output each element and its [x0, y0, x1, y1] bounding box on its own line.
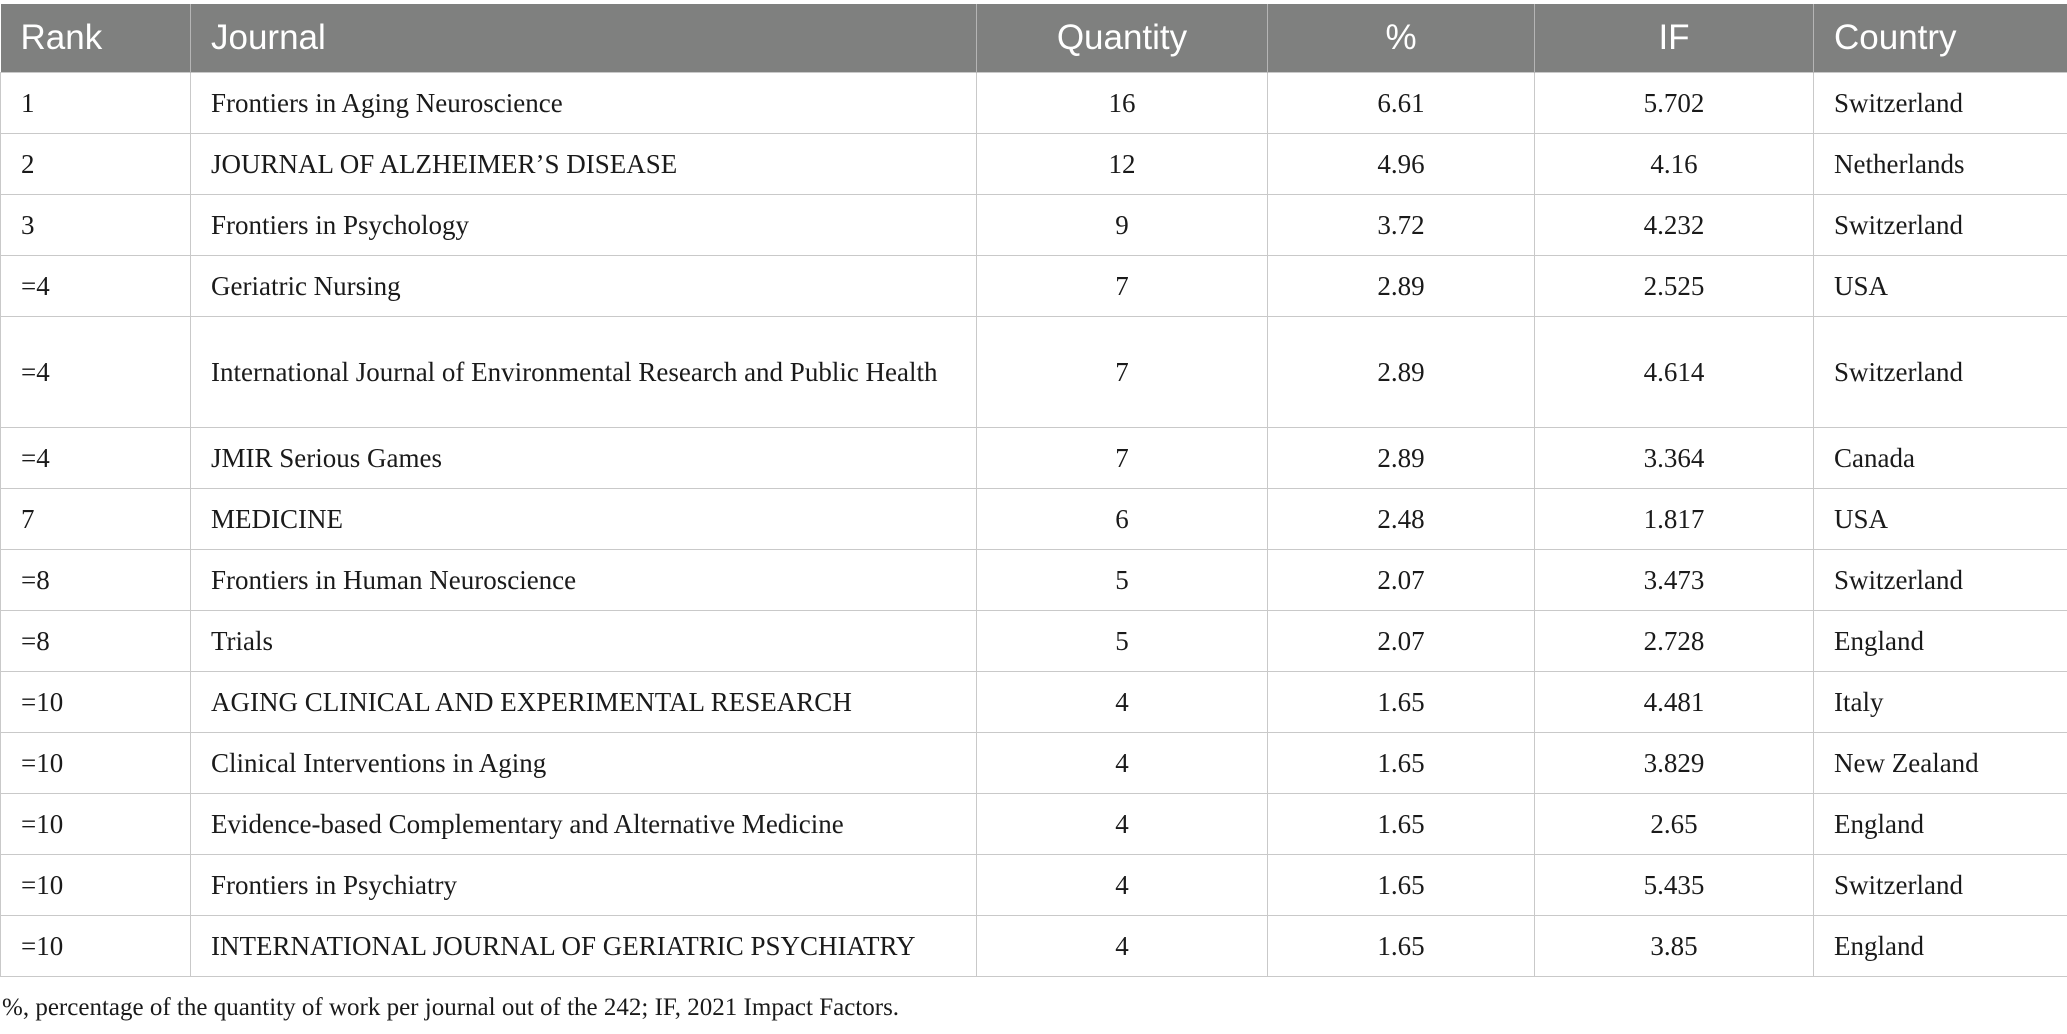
header-percent: % — [1268, 4, 1535, 73]
cell-country: Switzerland — [1814, 317, 2067, 428]
cell-journal: Frontiers in Aging Neuroscience — [191, 73, 977, 134]
cell-rank: 3 — [1, 195, 191, 256]
table-row — [1, 317, 2067, 428]
cell-percent: 2.89 — [1268, 256, 1535, 317]
cell-quantity: 7 — [977, 256, 1268, 317]
header-if: IF — [1535, 4, 1814, 73]
cell-journal: JOURNAL OF ALZHEIMER’S DISEASE — [191, 134, 977, 195]
cell-percent: 2.07 — [1268, 550, 1535, 611]
cell-journal: AGING CLINICAL AND EXPERIMENTAL RESEARCH — [191, 672, 977, 733]
cell-country: Switzerland — [1814, 550, 2067, 611]
cell-rank: 1 — [1, 73, 191, 134]
table-row — [1, 428, 2067, 489]
cell-journal: Trials — [191, 611, 977, 672]
cell-rank: =4 — [1, 428, 191, 489]
cell-rank: =4 — [1, 317, 191, 428]
cell-country: Switzerland — [1814, 73, 2067, 134]
cell-percent: 1.65 — [1268, 672, 1535, 733]
cell-percent: 3.72 — [1268, 195, 1535, 256]
cell-journal: Geriatric Nursing — [191, 256, 977, 317]
cell-country: Italy — [1814, 672, 2067, 733]
cell-journal: Evidence-based Complementary and Alternative Medicine — [191, 794, 977, 855]
cell-country: Switzerland — [1814, 855, 2067, 916]
cell-journal: Frontiers in Human Neuroscience — [191, 550, 977, 611]
cell-quantity: 12 — [977, 134, 1268, 195]
cell-if: 2.65 — [1535, 794, 1814, 855]
table-footnote: %, percentage of the quantity of work per journal out of the 242; IF, 2021 Impact Factors. — [2, 994, 900, 1021]
header-country: Country — [1814, 4, 2067, 73]
cell-country: England — [1814, 794, 2067, 855]
table-row — [1, 672, 2067, 733]
cell-quantity: 6 — [977, 489, 1268, 550]
table-row — [1, 134, 2067, 195]
table-row — [1, 916, 2067, 977]
cell-percent: 2.48 — [1268, 489, 1535, 550]
table-row — [1, 550, 2067, 611]
cell-quantity: 4 — [977, 672, 1268, 733]
cell-journal: MEDICINE — [191, 489, 977, 550]
table-body — [1, 73, 2067, 977]
cell-journal: Clinical Interventions in Aging — [191, 733, 977, 794]
cell-country: England — [1814, 916, 2067, 977]
cell-quantity: 7 — [977, 428, 1268, 489]
cell-country: USA — [1814, 256, 2067, 317]
cell-rank: =4 — [1, 256, 191, 317]
cell-if: 4.232 — [1535, 195, 1814, 256]
cell-percent: 1.65 — [1268, 794, 1535, 855]
header-journal: Journal — [191, 4, 977, 73]
table-row — [1, 611, 2067, 672]
cell-rank: =8 — [1, 611, 191, 672]
table-row — [1, 489, 2067, 550]
journal-table — [0, 4, 2067, 977]
cell-if: 3.473 — [1535, 550, 1814, 611]
cell-quantity: 7 — [977, 317, 1268, 428]
cell-journal: Frontiers in Psychology — [191, 195, 977, 256]
cell-if: 5.702 — [1535, 73, 1814, 134]
table-row — [1, 794, 2067, 855]
cell-quantity: 5 — [977, 550, 1268, 611]
cell-country: USA — [1814, 489, 2067, 550]
cell-if: 2.525 — [1535, 256, 1814, 317]
header-rank: Rank — [1, 4, 191, 73]
table-row — [1, 256, 2067, 317]
cell-quantity: 4 — [977, 916, 1268, 977]
cell-quantity: 9 — [977, 195, 1268, 256]
header-quantity: Quantity — [977, 4, 1268, 73]
cell-rank: =10 — [1, 916, 191, 977]
cell-journal: Frontiers in Psychiatry — [191, 855, 977, 916]
cell-if: 4.481 — [1535, 672, 1814, 733]
cell-rank: =10 — [1, 672, 191, 733]
cell-if: 3.829 — [1535, 733, 1814, 794]
cell-rank: 7 — [1, 489, 191, 550]
cell-if: 2.728 — [1535, 611, 1814, 672]
cell-percent: 1.65 — [1268, 916, 1535, 977]
cell-if: 4.16 — [1535, 134, 1814, 195]
table-header — [1, 4, 2067, 73]
cell-quantity: 4 — [977, 733, 1268, 794]
cell-if: 1.817 — [1535, 489, 1814, 550]
table-row — [1, 733, 2067, 794]
cell-percent: 2.89 — [1268, 317, 1535, 428]
cell-journal: International Journal of Environmental Research and Public Health — [191, 317, 977, 428]
cell-if: 3.85 — [1535, 916, 1814, 977]
table-row — [1, 195, 2067, 256]
cell-quantity: 5 — [977, 611, 1268, 672]
cell-rank: =8 — [1, 550, 191, 611]
cell-rank: =10 — [1, 855, 191, 916]
cell-country: Canada — [1814, 428, 2067, 489]
cell-quantity: 4 — [977, 794, 1268, 855]
cell-country: New Zealand — [1814, 733, 2067, 794]
cell-journal: JMIR Serious Games — [191, 428, 977, 489]
cell-if: 3.364 — [1535, 428, 1814, 489]
table-row — [1, 73, 2067, 134]
cell-if: 4.614 — [1535, 317, 1814, 428]
cell-percent: 6.61 — [1268, 73, 1535, 134]
cell-percent: 4.96 — [1268, 134, 1535, 195]
cell-country: Switzerland — [1814, 195, 2067, 256]
header-row — [1, 4, 2067, 73]
cell-percent: 1.65 — [1268, 855, 1535, 916]
cell-rank: 2 — [1, 134, 191, 195]
cell-percent: 2.89 — [1268, 428, 1535, 489]
cell-rank: =10 — [1, 733, 191, 794]
cell-if: 5.435 — [1535, 855, 1814, 916]
cell-quantity: 4 — [977, 855, 1268, 916]
cell-percent: 2.07 — [1268, 611, 1535, 672]
cell-percent: 1.65 — [1268, 733, 1535, 794]
cell-rank: =10 — [1, 794, 191, 855]
cell-journal: INTERNATIONAL JOURNAL OF GERIATRIC PSYCHIATRY — [191, 916, 977, 977]
cell-country: England — [1814, 611, 2067, 672]
cell-quantity: 16 — [977, 73, 1268, 134]
cell-country: Netherlands — [1814, 134, 2067, 195]
table-row — [1, 855, 2067, 916]
